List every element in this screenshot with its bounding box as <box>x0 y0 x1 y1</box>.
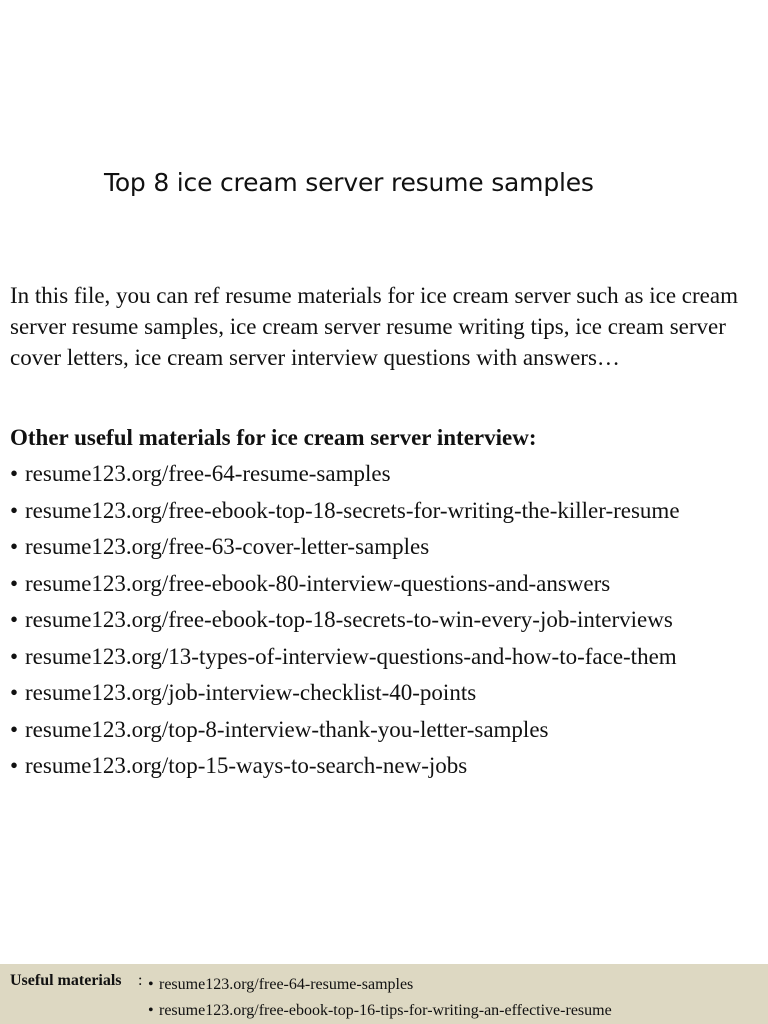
bullet-icon: • <box>10 680 19 705</box>
materials-list <box>10 456 766 785</box>
list-item[interactable] <box>10 602 766 639</box>
bullet-icon: • <box>10 497 19 523</box>
bullet-icon: • <box>148 1002 154 1019</box>
footer-link[interactable]: resume123.org/free-64-resume-samples <box>159 976 414 993</box>
material-link[interactable]: resume123.org/free-ebook-top-18-secrets-to-win-every-job-interviews <box>25 607 673 632</box>
footer-label: Useful materials <box>10 972 122 989</box>
list-item[interactable] <box>10 639 766 676</box>
bullet-icon: • <box>10 570 19 596</box>
material-link[interactable]: resume123.org/13-types-of-interview-questions-and-how-to-face-them <box>25 643 677 669</box>
list-item[interactable] <box>10 493 766 530</box>
material-link[interactable]: resume123.org/top-15-ways-to-search-new-jobs <box>25 753 468 778</box>
list-item[interactable] <box>10 748 766 785</box>
intro-paragraph: In this file, you can ref resume materials for ice cream server such as ice cream server resume samples, ice cream server resume writing tips, ice cream server cover letters, ice cream server interview questions with answers… <box>10 283 738 370</box>
material-link[interactable]: resume123.org/free-ebook-top-18-secrets-for-writing-the-killer-resume <box>25 497 680 523</box>
list-item[interactable] <box>10 675 766 712</box>
list-item[interactable] <box>148 998 612 1024</box>
bullet-icon: • <box>10 716 19 742</box>
footer-bar <box>0 964 768 1024</box>
footer-list <box>148 972 612 1024</box>
material-link[interactable]: resume123.org/job-interview-checklist-40-points <box>25 680 477 705</box>
page-title: Top 8 ice cream server resume samples <box>104 168 594 197</box>
material-link[interactable]: resume123.org/top-8-interview-thank-you-letter-samples <box>25 716 549 742</box>
bullet-icon: • <box>10 643 19 669</box>
materials-heading: Other useful materials for ice cream server interview: <box>10 425 537 450</box>
material-link[interactable]: resume123.org/free-64-resume-samples <box>25 461 391 486</box>
bullet-icon: • <box>10 753 19 778</box>
list-item[interactable] <box>10 566 766 603</box>
bullet-icon: • <box>10 534 19 559</box>
footer-link[interactable]: resume123.org/free-ebook-top-16-tips-for-writing-an-effective-resume <box>159 1002 612 1019</box>
list-item[interactable] <box>10 712 766 749</box>
list-item[interactable] <box>10 456 766 493</box>
bullet-icon: • <box>10 461 19 486</box>
material-link[interactable]: resume123.org/free-ebook-80-interview-questions-and-answers <box>25 570 611 596</box>
bullet-icon: • <box>10 607 19 632</box>
list-item[interactable] <box>10 529 766 566</box>
list-item[interactable] <box>148 972 612 998</box>
material-link[interactable]: resume123.org/free-63-cover-letter-samples <box>25 534 430 559</box>
footer-separator: : <box>138 972 143 989</box>
bullet-icon: • <box>148 976 154 993</box>
materials-section <box>10 422 766 785</box>
